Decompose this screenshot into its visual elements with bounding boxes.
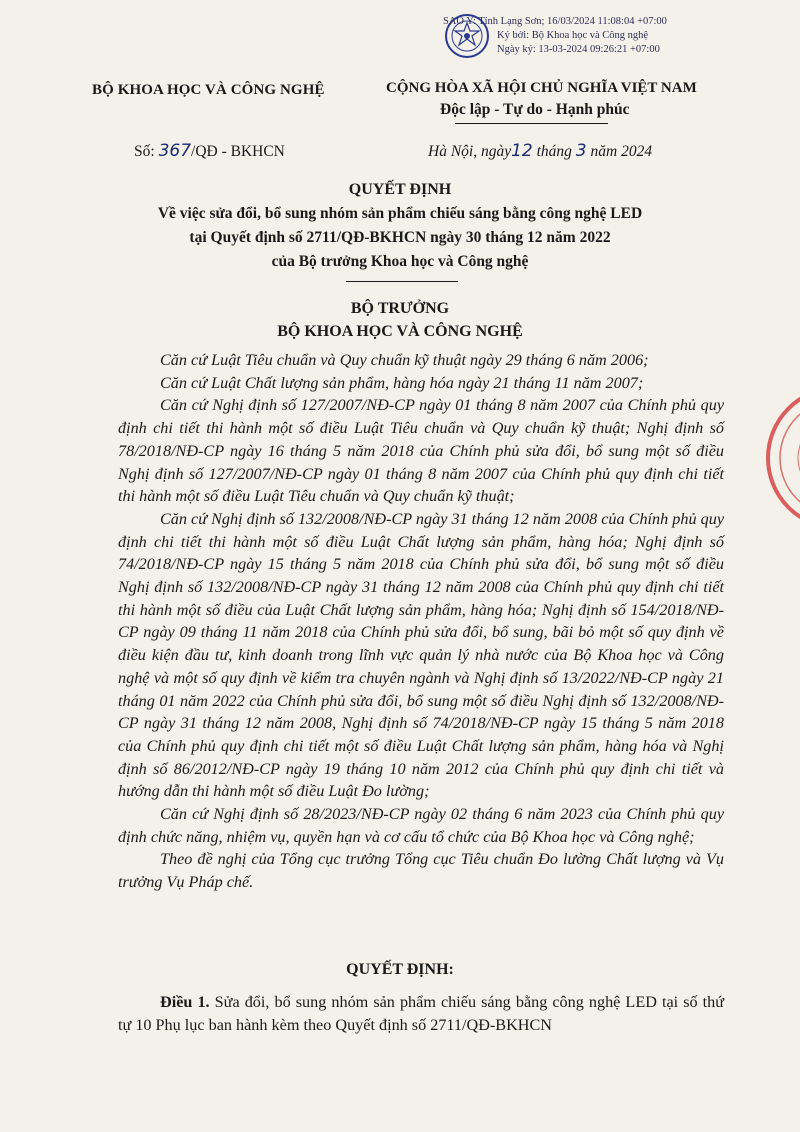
preamble-paragraph: Theo đề nghị của Tổng cục trưởng Tổng cục Tiêu chuẩn Đo lường Chất lượng và Vụ trưởng Vụ Pháp chế. [118,850,724,892]
title-subline-3: của Bộ trưởng Khoa học và Công nghệ [271,253,529,270]
preamble [118,349,724,894]
number-label: Số: [134,143,155,160]
document-title: QUYẾT ĐỊNH [348,181,452,198]
number-suffix: /QĐ - BKHCN [191,143,285,160]
handwritten-day: 12 [511,141,533,161]
document-number [134,141,285,161]
article-1-text: Sửa đổi, bổ sung nhóm sản phẩm chiếu sáng bằng công nghệ LED tại số thứ tự 10 Phụ lục ban hành kèm theo Quyết định số 2711/QĐ-BKHCN [118,993,725,1034]
handwritten-month: 3 [575,141,587,161]
title-divider [346,281,458,282]
article-1 [118,991,724,1037]
year-text: năm 2024 [590,143,653,160]
article-1-label: Điều 1. [160,993,210,1011]
preamble-paragraph: Căn cứ Nghị định số 28/2023/NĐ-CP ngày 02 tháng 6 năm 2023 của Chính phủ quy định chức năng, nhiệm vụ, quyền hạn và cơ cấu tổ chức của Bộ Khoa học và Công nghệ; [118,805,724,846]
title-subline-1: Về việc sửa đổi, bổ sung nhóm sản phẩm chiếu sáng bằng công nghệ LED [157,205,643,222]
title-subline-2: tại Quyết định số 2711/QĐ-BKHCN ngày 30 tháng 12 năm 2022 [189,229,611,246]
national-motto: Độc lập - Tự do - Hạnh phúc [440,101,630,118]
decision-heading: QUYẾT ĐỊNH: [346,961,454,978]
agency-name: BỘ KHOA HỌC VÀ CÔNG NGHỆ [92,82,325,98]
country-name: CỘNG HÒA XÃ HỘI CHỦ NGHĨA VIỆT NAM [386,80,697,96]
date-prefix: Hà Nội, ngày [428,143,512,160]
handwritten-number: 367 [158,141,192,161]
minister-title: BỘ TRƯỞNG [350,300,450,317]
preamble-paragraph: Căn cứ Nghị định số 127/2007/NĐ-CP ngày 01 tháng 8 năm 2007 của Chính phủ quy định chi tiết thi hành một số điều Luật Tiêu chuẩn và Quy chuẩn kỹ thuật; Nghị định số 78/2018/NĐ-CP ngày 16 tháng 5 năm 2018 của Chính phủ sửa đổi, bổ sung một số điều Nghị định số 127/2007/NĐ-CP ngày 01 tháng 8 năm 2007 của Chính phủ quy định chi tiết thi hành một số điều Luật Tiêu chuẩn và Quy chuẩn kỹ thuật; [118,396,724,506]
signature-line-3: Ngày ký: 13-03-2024 09:26:21 +07:00 [497,44,660,55]
motto-underline [455,123,608,124]
digital-signature [443,12,743,56]
preamble-paragraph: Căn cứ Luật Chất lượng sản phẩm, hàng hóa ngày 21 tháng 11 năm 2007; [160,373,644,392]
signature-line-1: SAO Y: Tỉnh Lạng Sơn; 16/03/2024 11:08:04 +07:00 [443,16,667,27]
issue-date [428,141,652,161]
preamble-paragraph: Căn cứ Nghị định số 132/2008/NĐ-CP ngày 31 tháng 12 năm 2008 của Chính phủ quy định chi tiết thi hành một số điều Luật Chất lượng sản phẩm, hàng hóa; Nghị định số 74/2018/NĐ-CP ngày 15 tháng 5 năm 2018 của Chính phủ sửa đổi, bổ sung một số điều Nghị định số 132/2008/NĐ-CP ngày 31 tháng 12 năm 2008 của Chính phủ quy định chi tiết thi hành một số điều của Luật Chất lượng sản phẩm, hàng hóa; Nghị định số 154/2018/NĐ-CP ngày 09 tháng 11 năm 2018 của Chính phủ sửa đổi, bổ sung, bãi bỏ một số quy định về điều kiện đầu tư, kinh doanh trong lĩnh vực quản lý nhà nước của Bộ Khoa học và Công nghệ và một số quy định về kiểm tra chuyên ngành và Nghị định số 13/2022/NĐ-CP ngày 21 tháng 01 năm 2022 của Chính phủ sửa đổi, bổ sung một số điều Nghị định số 132/2008/NĐ-CP ngày 31 tháng 12 năm 2008, Nghị định số 74/2018/NĐ-CP ngày 15 tháng 5 năm 2018 của Chính phủ quy định chi tiết một số điều Luật Chất lượng sản phẩm, hàng hóa và Nghị định số 86/2012/NĐ-CP ngày 19 tháng 10 năm 2012 của Chính phủ quy định chi tiết và hướng dẫn thi hành một số điều Luật Đo lường; [118,509,724,801]
preamble-paragraph: Căn cứ Luật Tiêu chuẩn và Quy chuẩn kỹ thuật ngày 29 tháng 6 năm 2006; [160,351,649,369]
signature-line-2: Ký bởi: Bộ Khoa học và Công nghệ [497,30,649,41]
minister-ministry: BỘ KHOA HỌC VÀ CÔNG NGHỆ [277,323,523,340]
month-label: tháng [536,143,572,160]
official-stamp-icon [758,378,800,538]
